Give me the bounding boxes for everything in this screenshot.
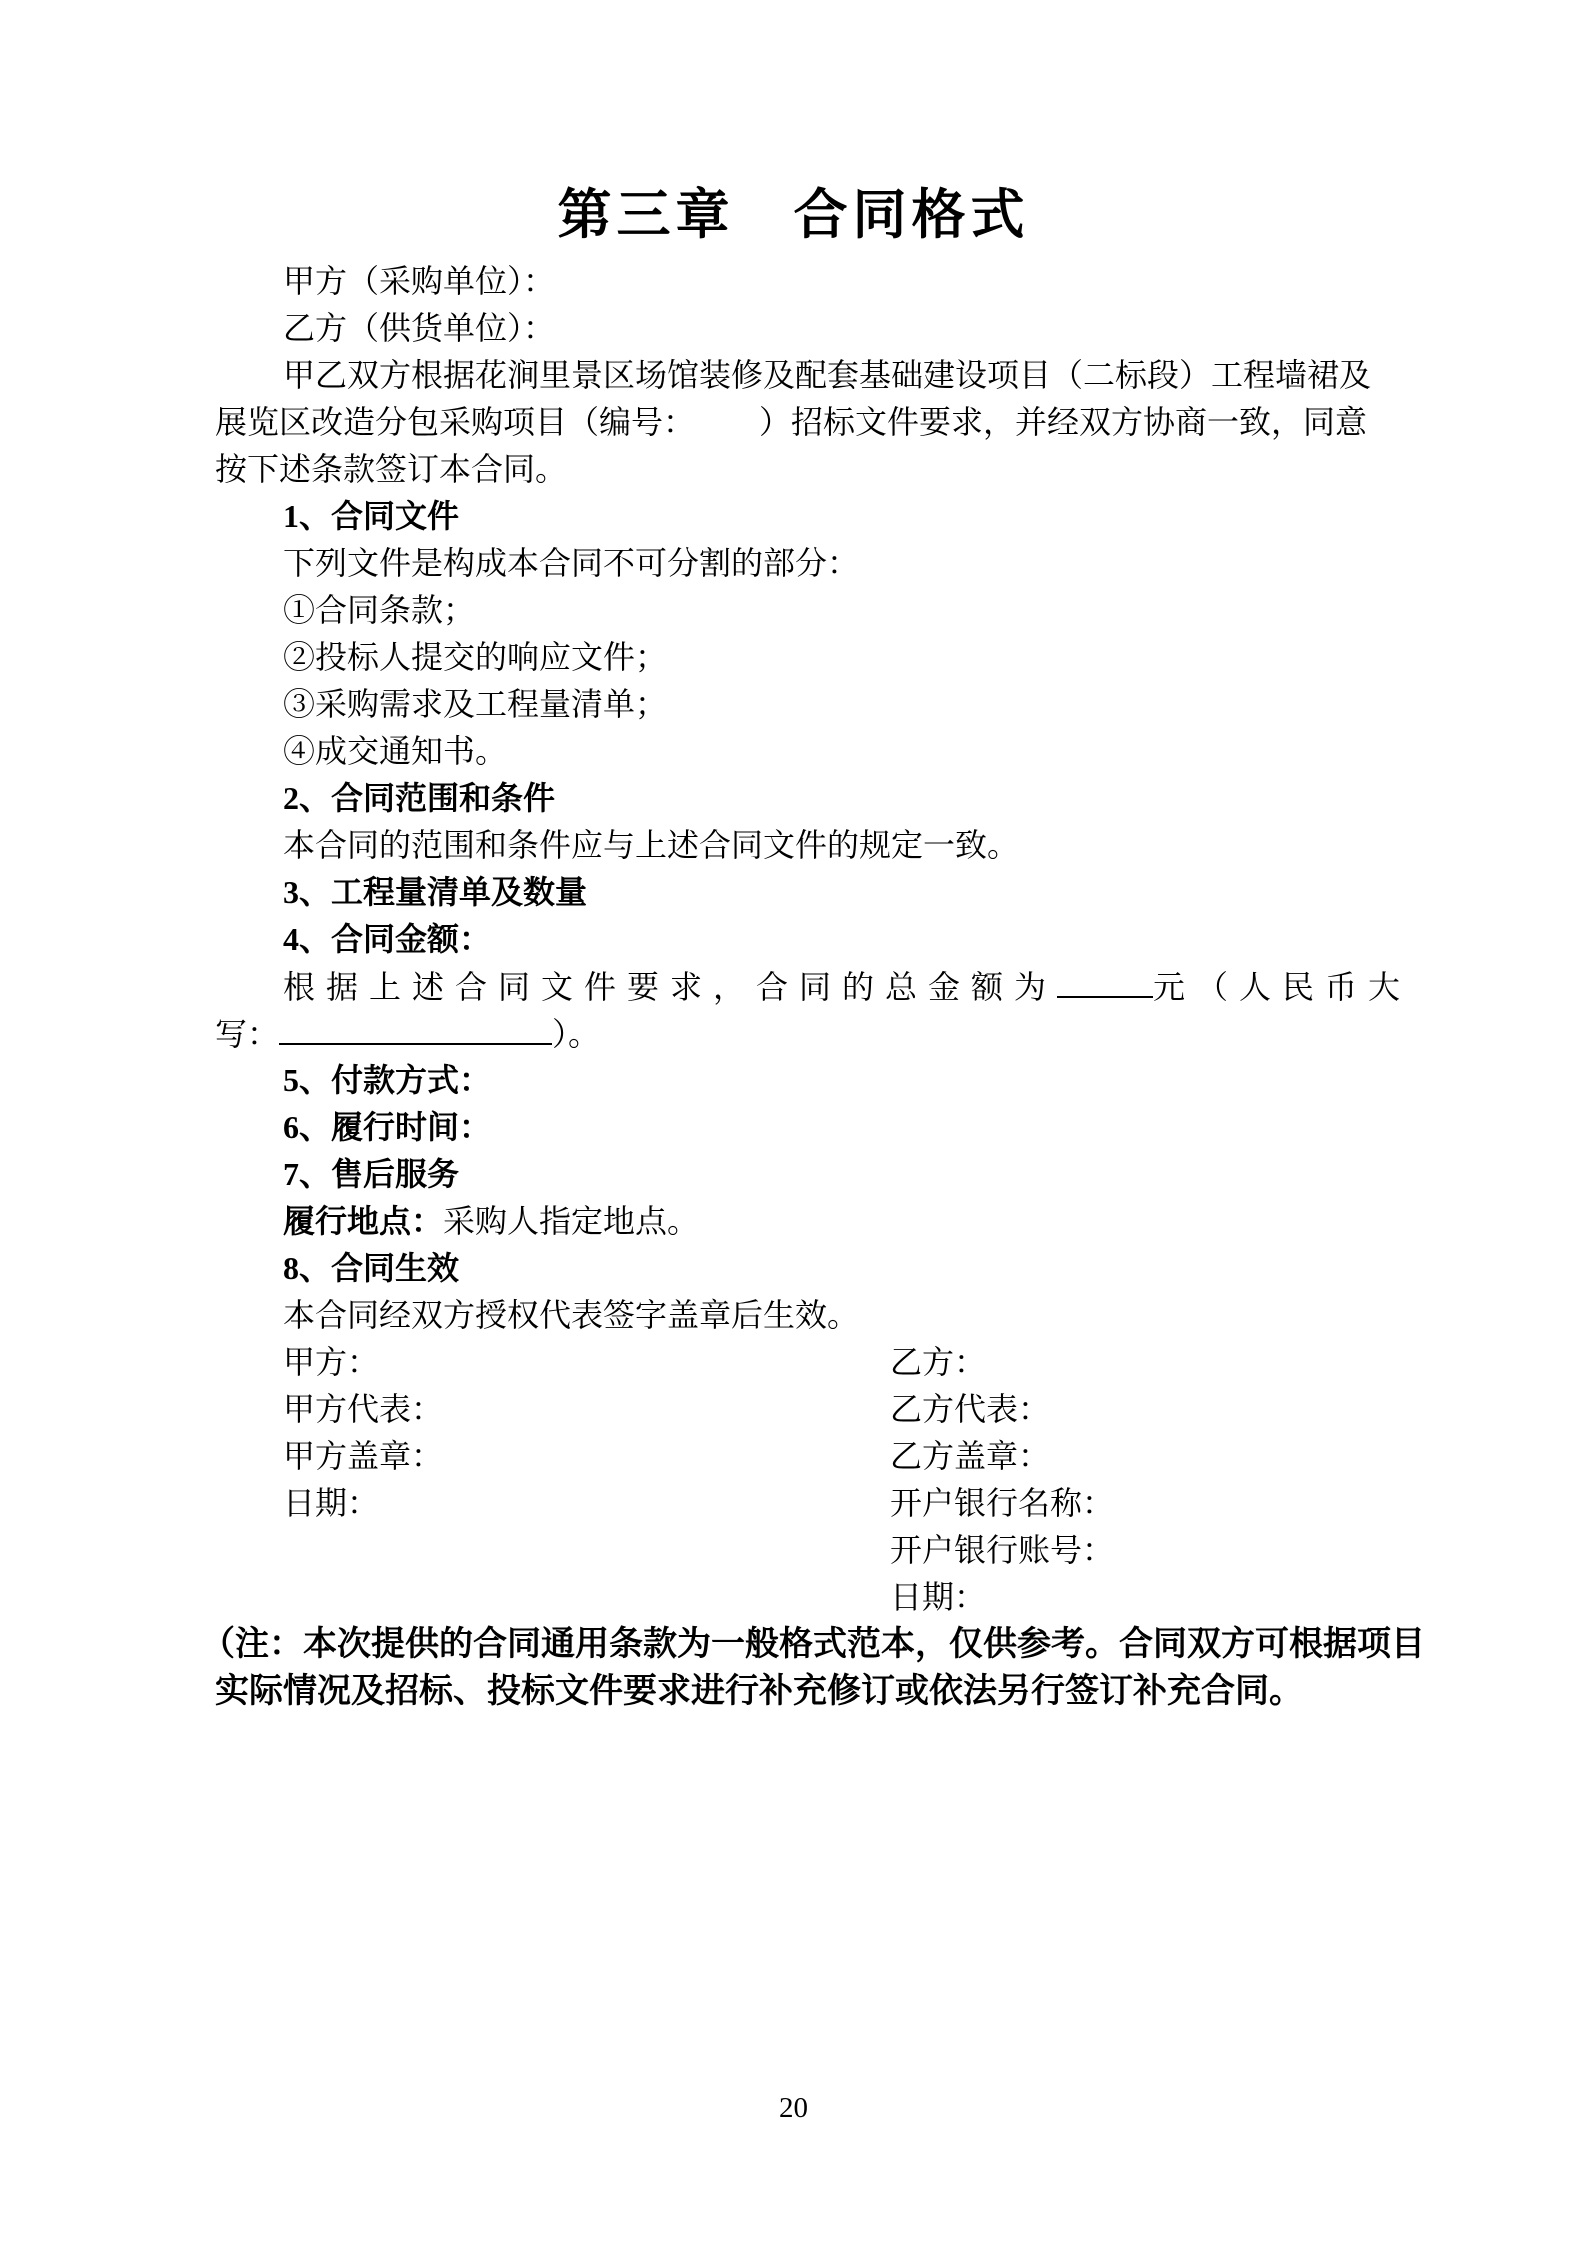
clause2-heading: 2、合同范围和条件	[283, 780, 556, 816]
clause6-heading: 6、履行时间：	[283, 1109, 492, 1145]
project-number-blank-field	[695, 400, 759, 433]
clause3-heading: 3、工程量清单及数量	[283, 874, 588, 910]
amount-caps-suffix: ）。	[552, 1016, 601, 1052]
party-b-seal-label: 乙方盖章：	[890, 1438, 1051, 1474]
clause1-item-3: ③采购需求及工程量清单；	[283, 686, 668, 722]
intro-line-1: 甲乙双方根据花涧里景区场馆装修及配套基础建设项目（二标段）工程墙裙及	[283, 357, 1372, 393]
amount-blank-field	[1057, 963, 1153, 998]
signature-row-party	[215, 1339, 1372, 1386]
signature-row-date-b	[215, 1574, 1372, 1621]
signature-row-bank-account	[215, 1527, 1372, 1574]
performance-place-line	[215, 1198, 1372, 1245]
party-a-line: 甲方（采购单位）：	[283, 263, 556, 299]
bank-name-label: 开户银行名称：	[890, 1485, 1115, 1521]
project-number-prefix: 展览区改造分包采购项目（编号：	[215, 404, 696, 440]
page-number: 20	[779, 2092, 808, 2124]
note-line-2: 实际情况及招标、投标文件要求进行补充修订或依法另行签订补充合同。	[215, 1673, 1303, 1710]
party-a-seal-label: 甲方盖章：	[283, 1438, 444, 1474]
amount-text-suffix: 元（人民币大	[1153, 969, 1412, 1005]
clause4-caps-line	[215, 1010, 1372, 1057]
clause4-amount-line	[215, 963, 1412, 1010]
project-number-suffix: ）招标文件要求，并经双方协商一致，同意	[759, 404, 1368, 440]
clause1-item-2: ②投标人提交的响应文件；	[283, 639, 668, 675]
party-a-date-label: 日期：	[283, 1485, 380, 1521]
note-line-1: （注：本次提供的合同通用条款为一般格式范本，仅供参考。合同双方可根据项目	[201, 1626, 1425, 1663]
amount-caps-label: 写：	[215, 1016, 280, 1052]
clause8-heading: 8、合同生效	[283, 1250, 460, 1286]
signature-row-date-bank	[215, 1480, 1372, 1527]
signature-row-rep	[215, 1386, 1372, 1433]
party-a-sign-label: 甲方：	[283, 1344, 380, 1380]
amount-text-prefix: 根据上述合同文件要求，合同的总金额为	[283, 969, 1058, 1005]
clause4-heading: 4、合同金额：	[283, 921, 492, 957]
clause1-item-4: ④成交通知书。	[283, 733, 508, 769]
document-body	[201, 258, 1425, 1715]
clause5-heading: 5、付款方式：	[283, 1062, 492, 1098]
party-b-rep-label: 乙方代表：	[890, 1391, 1051, 1427]
amount-caps-blank-field	[279, 1010, 552, 1045]
signature-row-seal	[215, 1433, 1372, 1480]
party-b-date-label: 日期：	[890, 1579, 987, 1615]
party-b-sign-label: 乙方：	[890, 1344, 987, 1380]
performance-place-label: 履行地点：	[283, 1203, 444, 1239]
clause1-item-1: ①合同条款；	[283, 592, 476, 628]
clause8-body: 本合同经双方授权代表签字盖章后生效。	[283, 1297, 860, 1333]
party-b-line: 乙方（供货单位）：	[283, 310, 556, 346]
clause1-heading: 1、合同文件	[283, 498, 460, 534]
chapter-title: 第三章 合同格式	[557, 185, 1030, 245]
performance-place-value: 采购人指定地点。	[443, 1203, 700, 1239]
bank-account-label: 开户银行账号：	[890, 1532, 1115, 1568]
intro-line-2	[215, 399, 1372, 446]
party-a-rep-label: 甲方代表：	[283, 1391, 444, 1427]
intro-line-3: 按下述条款签订本合同。	[215, 451, 568, 487]
clause7-heading: 7、售后服务	[283, 1156, 460, 1192]
clause1-intro: 下列文件是构成本合同不可分割的部分：	[283, 545, 860, 581]
clause2-body: 本合同的范围和条件应与上述合同文件的规定一致。	[283, 827, 1020, 863]
